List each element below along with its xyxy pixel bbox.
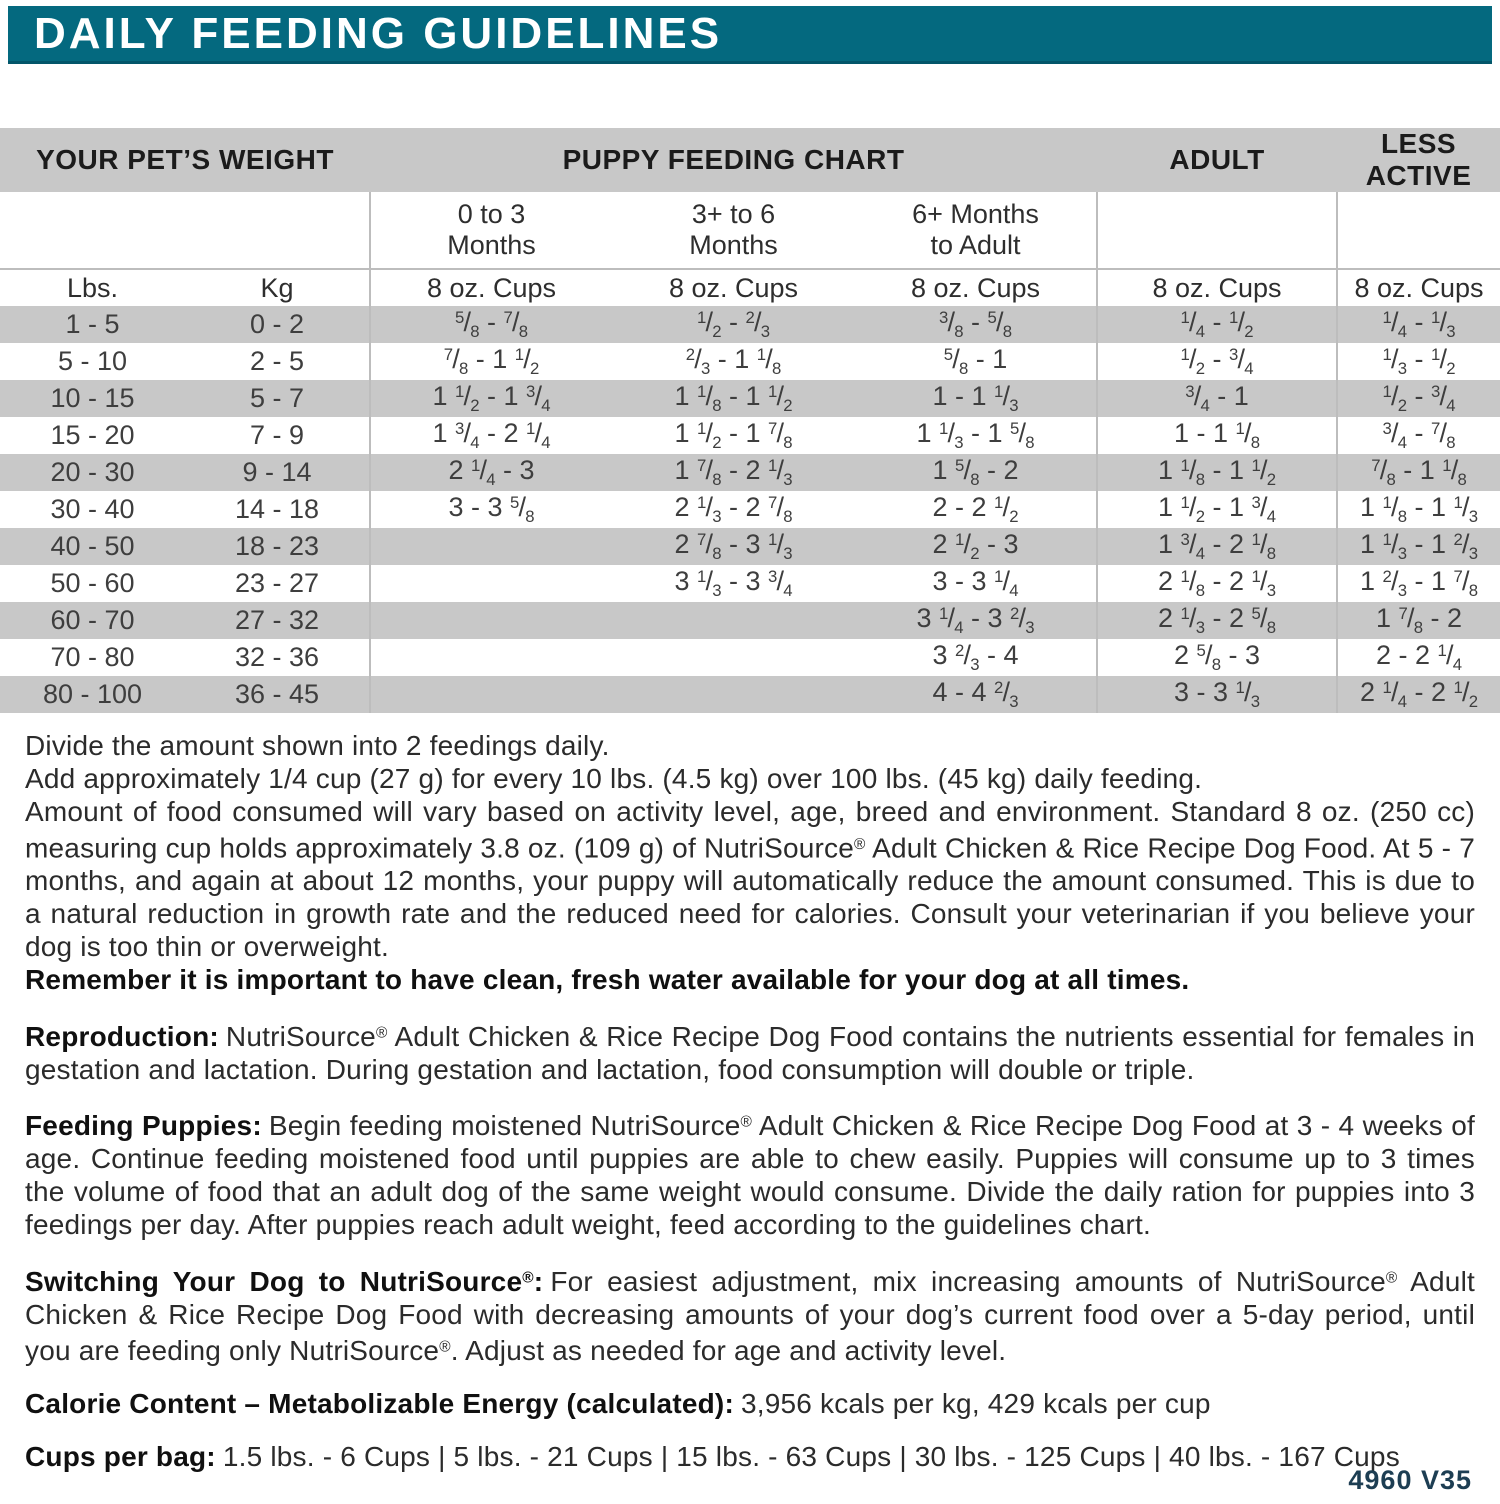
feeding-cell: 1 $^2/_3 - 1$ $^7/_8$ <box>1337 565 1500 602</box>
note-over-100lbs: Add approximately 1/4 cup (27 g) for every 10 lbs. (4.5 kg) over 100 lbs. (45 kg) daily feeding. <box>25 763 1203 794</box>
age-header-6-adult: 6+ Months to Adult <box>912 199 1039 260</box>
feeding-cell: 1 $^3/_4 - 2$ $^1/_4$ <box>370 417 612 454</box>
unit-kg: Kg <box>185 269 370 306</box>
feeding-cell: 1 $^3/_4 - 2$ $^1/_8$ <box>1097 528 1337 565</box>
feeding-cell: 3 - 3 $^1/_3$ <box>1097 676 1337 713</box>
feeding-cell: 40 - 50 <box>0 528 185 565</box>
feeding-cell: 2 $^1/_4 - 2$ $^1/_2$ <box>1337 676 1500 713</box>
feeding-cell: 4 - 4 $^2/_3$ <box>855 676 1097 713</box>
feeding-cell: 1 $^7/_8 - 2$ <box>1337 602 1500 639</box>
feeding-cell: 30 - 40 <box>50 494 135 524</box>
table-row <box>0 417 1500 454</box>
feeding-cell: 60 - 70 <box>0 602 185 639</box>
section-calorie-content-text: 3,956 kcals per kg, 429 kcals per cup <box>740 1388 1211 1420</box>
unit-cups-puppy-0-3: 8 oz. Cups <box>370 269 612 306</box>
group-header-row <box>0 128 1500 192</box>
section-calorie-content-label: Calorie Content – Metabolizable Energy (calculated): <box>25 1388 734 1420</box>
feeding-cell <box>370 528 612 565</box>
table-row <box>0 676 1500 713</box>
feeding-cell: $^1/_4 - ^1/_2$ <box>1097 306 1337 343</box>
section-feeding-puppies <box>25 1106 1475 1241</box>
feeding-cell: 5 - 7 <box>185 380 370 417</box>
page-title: DAILY FEEDING GUIDELINES <box>34 8 723 58</box>
feeding-cell <box>612 602 855 639</box>
feeding-cell: $^1/_3 - ^1/_2$ <box>1337 343 1500 380</box>
table-row <box>0 454 1500 491</box>
section-cups-per-bag <box>25 1440 1475 1473</box>
col-group-weight: YOUR PET’S WEIGHT <box>0 128 370 192</box>
feeding-rows <box>0 306 1500 713</box>
feeding-cell: 3 $^2/_3 - 4$ <box>932 640 1019 674</box>
feeding-cell: 2 $^1/_3 - 2$ $^7/_8$ <box>674 492 793 526</box>
feeding-cell: 3 $^1/_4 - 3$ $^2/_3$ <box>855 602 1097 639</box>
feeding-cell: 10 - 15 <box>0 380 185 417</box>
feeding-cell: 9 - 14 <box>185 454 370 491</box>
col-group-adult: ADULT <box>1097 128 1337 192</box>
section-reproduction-text: NutriSource® Adult Chicken & Rice Recipe Dog Food contains the nutrients essential for females in gestation and lactation. During gestation and lactation, food consumption will double or triple. <box>25 1020 1475 1085</box>
feeding-cell: 1 - 5 <box>0 306 185 343</box>
feeding-cell: 2 $^7/_8 - 3$ $^1/_3$ <box>612 528 855 565</box>
feeding-cell: 1 $^1/_2 - 1$ $^7/_8$ <box>674 418 793 452</box>
feeding-cell: 50 - 60 <box>50 568 135 598</box>
feeding-cell: 1 $^1/_3 - 1$ $^2/_3$ <box>1337 528 1500 565</box>
feeding-cell: 2 $^1/_4 - 3$ <box>370 454 612 491</box>
section-cups-per-bag-text: 1.5 lbs. - 6 Cups | 5 lbs. - 21 Cups | 15 lbs. - 63 Cups | 30 lbs. - 125 Cups | 40 lbs. - 167 Cups <box>222 1441 1400 1473</box>
feeding-cell: 2 - 2 $^1/_2$ <box>932 492 1019 526</box>
unit-cups-less-active: 8 oz. Cups <box>1337 269 1500 306</box>
section-switching <box>25 1261 1475 1367</box>
unit-cups-adult: 8 oz. Cups <box>1097 269 1337 306</box>
table-row <box>0 306 1500 343</box>
feeding-cell: $^7/_8 - 1$ $^1/_8$ <box>1337 454 1500 491</box>
feeding-cell: 14 - 18 <box>234 494 320 524</box>
note-consumption-paragraph: Amount of food consumed will vary based on activity level, age, breed and environment. Standard 8 oz. (250 cc) measuring cup holds approximately 3.8 oz. (109 g) of NutriSource® Adult Chicken & Rice Recipe Dog Food. At 5 - 7 months, and again at about 12 months, your puppy will automatically reduce the amount consumed. This is due to a natural reduction in growth rate and the reduced need for calories. Consult your veterinarian if you believe your dog is too thin or overweight. <box>25 796 1475 963</box>
table-row <box>0 602 1500 639</box>
feeding-cell: 1 $^1/_2 - 1$ $^3/_4$ <box>370 380 612 417</box>
section-calorie-content <box>25 1387 1475 1420</box>
feeding-cell: 0 - 2 <box>185 306 370 343</box>
feeding-cell: 2 $^5/_8 - 3$ <box>1097 639 1337 676</box>
feeding-cell: 1 $^1/_8 - 1$ $^1/_2$ <box>1097 454 1337 491</box>
feeding-cell: 7 - 9 <box>249 420 305 450</box>
feeding-cell <box>612 639 855 676</box>
feeding-cell: 36 - 45 <box>185 676 370 713</box>
table-row <box>0 380 1500 417</box>
feeding-cell: 1 $^1/_8 - 1$ $^1/_2$ <box>612 380 855 417</box>
feeding-cell: 3 - 3 $^1/_4$ <box>932 566 1019 600</box>
age-header-row <box>0 192 1500 269</box>
feeding-cell: 80 - 100 <box>0 676 185 713</box>
feeding-cell: $^3/_4 - ^7/_8$ <box>1337 417 1500 454</box>
feeding-cell: 20 - 30 <box>0 454 185 491</box>
section-cups-per-bag-label: Cups per bag: <box>25 1441 216 1473</box>
age-header-spacer <box>0 192 370 269</box>
feeding-cell: 15 - 20 <box>50 420 135 450</box>
col-group-puppy: PUPPY FEEDING CHART <box>370 128 1097 192</box>
feeding-cell: $^1/_4 - ^1/_3$ <box>1337 306 1500 343</box>
note-fresh-water: Remember it is important to have clean, fresh water available for your dog at all times. <box>25 964 1190 996</box>
feeding-cell <box>612 676 855 713</box>
feeding-cell: 3 - 3 $^5/_8$ <box>370 491 612 528</box>
section-feeding-puppies-text: Begin feeding moistened NutriSource® Adult Chicken & Rice Recipe Dog Food at 3 - 4 weeks of age. Continue feeding moistened food until puppies are able to chew easily. Puppies will consume up to 3 times the volume of food that an adult dog of the same weight would consume. Divide the daily ration for puppies into 3 feedings per day. After puppies reach adult weight, feed according to the guidelines chart. <box>25 1110 1475 1241</box>
feeding-cell: 70 - 80 <box>50 642 135 672</box>
feeding-cell <box>370 602 612 639</box>
feeding-cell: 2 $^1/_3 - 2$ $^5/_8$ <box>1097 602 1337 639</box>
table-row <box>0 491 1500 528</box>
unit-lbs: Lbs. <box>0 269 185 306</box>
doc-code: 4960 V35 <box>1348 1465 1472 1495</box>
feeding-cell: 1 - 1 $^1/_8$ <box>1097 417 1337 454</box>
feeding-cell: $^1/_2 - ^3/_4$ <box>1097 343 1337 380</box>
feeding-cell: 2 - 2 $^1/_4$ <box>1337 639 1500 676</box>
feeding-cell <box>370 676 612 713</box>
feeding-cell: $^5/_8 - ^7/_8$ <box>370 306 612 343</box>
section-reproduction <box>25 1016 1475 1085</box>
feeding-cell: 5 - 10 <box>57 346 128 376</box>
feeding-cell: $^3/_8 - ^5/_8$ <box>855 306 1097 343</box>
feeding-cell: $^1/_2 - ^2/_3$ <box>612 306 855 343</box>
table-row <box>0 565 1500 602</box>
table-row <box>0 343 1500 380</box>
feeding-cell: 1 - 1 $^1/_3$ <box>855 380 1097 417</box>
age-header-adult-spacer <box>1097 192 1337 269</box>
age-header-less-active-spacer <box>1337 192 1500 269</box>
feeding-cell: 1 $^1/_2 - 1$ $^3/_4$ <box>1097 491 1337 528</box>
table-row <box>0 528 1500 565</box>
feeding-cell: $^7/_8 - 1$ $^1/_2$ <box>370 343 612 380</box>
feeding-cell: 1 $^1/_8 - 1$ $^1/_3$ <box>1337 491 1500 528</box>
feeding-cell <box>370 565 612 602</box>
col-group-less-active: LESS ACTIVE <box>1337 128 1500 192</box>
feeding-cell: 27 - 32 <box>185 602 370 639</box>
feeding-notes <box>25 729 1475 996</box>
age-header-3-6: 3+ to 6 Months <box>689 199 778 260</box>
feeding-cell: 32 - 36 <box>234 642 320 672</box>
feeding-cell: 1 $^1/_3 - 1$ $^5/_8$ <box>916 418 1035 452</box>
note-feedings-daily: Divide the amount shown into 2 feedings daily. <box>25 730 610 761</box>
feeding-cell: 18 - 23 <box>185 528 370 565</box>
section-feeding-puppies-label: Feeding Puppies: <box>25 1110 262 1142</box>
feeding-guidelines-table <box>0 128 1500 713</box>
title-banner <box>8 6 1492 64</box>
feeding-cell: $^2/_3 - 1$ $^1/_8$ <box>685 344 782 378</box>
section-switching-text: For easiest adjustment, mix increasing amounts of NutriSource® Adult Chicken & Rice Recipe Dog Food with decreasing amounts of your dog’s current food over a 5-day period, until you are feeding only NutriSource®. Adjust as needed for age and activity level. <box>25 1265 1475 1367</box>
feeding-cell: 3 $^1/_3 - 3$ $^3/_4$ <box>674 566 793 600</box>
feeding-cell: 2 $^1/_8 - 2$ $^1/_3$ <box>1097 565 1337 602</box>
unit-cups-puppy-6-adult: 8 oz. Cups <box>855 269 1097 306</box>
feeding-cell: $^5/_8 - 1$ <box>943 344 1008 378</box>
units-row <box>0 269 1500 306</box>
age-header-0-3: 0 to 3 Months <box>370 192 612 269</box>
feeding-cell: $^3/_4 - 1$ <box>1097 380 1337 417</box>
section-reproduction-label: Reproduction: <box>25 1020 219 1052</box>
feeding-cell <box>370 639 612 676</box>
unit-cups-puppy-3-6: 8 oz. Cups <box>612 269 855 306</box>
feeding-cell: 2 $^1/_2 - 3$ <box>855 528 1097 565</box>
feeding-cell: 1 $^7/_8 - 2$ $^1/_3$ <box>612 454 855 491</box>
feeding-cell: 23 - 27 <box>234 568 320 598</box>
section-switching-label: Switching Your Dog to NutriSource®: <box>25 1265 544 1297</box>
table-row <box>0 639 1500 676</box>
feeding-cell: $^1/_2 - ^3/_4$ <box>1337 380 1500 417</box>
feeding-cell: 2 - 5 <box>249 346 305 376</box>
feeding-cell: 1 $^5/_8 - 2$ <box>855 454 1097 491</box>
